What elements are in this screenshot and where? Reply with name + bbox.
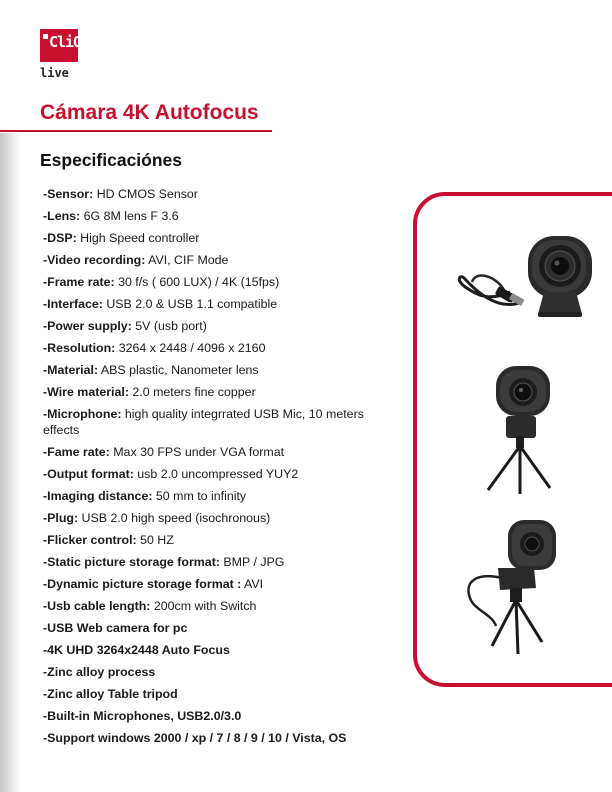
spec-item: [43, 252, 388, 268]
spec-item: [43, 510, 388, 526]
left-shadow-strip: [0, 133, 22, 792]
spec-key: -Fame rate:: [43, 445, 110, 459]
brand-logo: [40, 29, 80, 80]
spec-value: ABS plastic, Nanometer lens: [98, 363, 259, 377]
spec-key: -Video recording:: [43, 253, 146, 267]
spec-key: -Wire material:: [43, 385, 129, 399]
logo-sub-text: live: [40, 66, 69, 80]
spec-item: [43, 318, 388, 334]
spec-value: high quality integrrated USB Mic, 10 meters effects: [43, 407, 364, 437]
webcam-photo-cable: [452, 230, 600, 330]
spec-item: [43, 620, 388, 636]
spec-item: [43, 384, 388, 400]
logo-dot: [43, 34, 48, 39]
spec-key: -USB Web camera for pc: [43, 621, 188, 635]
spec-value: 50 HZ: [136, 533, 174, 547]
section-heading: Especificaciónes: [40, 150, 183, 170]
spec-value: Max 30 FPS under VGA format: [109, 445, 285, 459]
spec-key: -Frame rate:: [43, 275, 115, 289]
spec-item: [43, 730, 388, 746]
spec-key: -Interface:: [43, 297, 103, 311]
spec-item: [43, 576, 388, 592]
webcam-photo-tripod: [480, 362, 562, 496]
spec-item: [43, 598, 388, 614]
spec-item: [43, 296, 388, 312]
spec-list: [43, 186, 388, 752]
title-underline: [0, 130, 272, 132]
spec-item: [43, 186, 388, 202]
spec-key: -Flicker control:: [43, 533, 137, 547]
spec-value: HD CMOS Sensor: [93, 187, 198, 201]
page-title: Cámara 4K Autofocus: [40, 101, 259, 124]
spec-value: 6G 8M lens F 3.6: [80, 209, 179, 223]
spec-key: -Dynamic picture storage format :: [43, 577, 242, 591]
spec-item: [43, 554, 388, 570]
spec-key: -DSP:: [43, 231, 77, 245]
spec-item: [43, 642, 388, 658]
spec-item: [43, 444, 388, 460]
spec-key: -Lens:: [43, 209, 81, 223]
spec-key: -Zinc alloy Table tripod: [43, 687, 178, 701]
spec-item: [43, 274, 388, 290]
logo-mark: [40, 29, 82, 62]
spec-value: AVI, CIF Mode: [145, 253, 229, 267]
spec-value: 30 f/s ( 600 LUX) / 4K (15fps): [114, 275, 280, 289]
spec-item: [43, 362, 388, 378]
spec-value: BMP / JPG: [219, 555, 285, 569]
spec-value: usb 2.0 uncompressed YUY2: [133, 467, 299, 481]
spec-item: [43, 488, 388, 504]
webcam-photo-tripod-cable: [462, 518, 562, 658]
spec-value: USB 2.0 high speed (isochronous): [78, 511, 271, 525]
spec-key: -Zinc alloy process: [43, 665, 156, 679]
spec-item: [43, 208, 388, 224]
spec-key: -Material:: [43, 363, 99, 377]
spec-key: -Microphone:: [43, 407, 122, 421]
spec-item: [43, 664, 388, 680]
spec-key: -Plug:: [43, 511, 79, 525]
spec-key: -Built-in Microphones, USB2.0/3.0: [43, 709, 242, 723]
spec-key: -Static picture storage format:: [43, 555, 220, 569]
spec-key: -Sensor:: [43, 187, 94, 201]
spec-item: [43, 230, 388, 246]
spec-value: 3264 x 2448 / 4096 x 2160: [115, 341, 266, 355]
spec-value: 50 mm to infinity: [152, 489, 247, 503]
spec-item: [43, 532, 388, 548]
spec-value: 2.0 meters fine copper: [128, 385, 256, 399]
spec-item: [43, 340, 388, 356]
spec-item: [43, 708, 388, 724]
spec-key: -Usb cable length:: [43, 599, 151, 613]
spec-item: [43, 466, 388, 482]
spec-key: -Imaging distance:: [43, 489, 153, 503]
spec-value: 5V (usb port): [131, 319, 207, 333]
spec-key: -Output format:: [43, 467, 134, 481]
spec-key: -Power supply:: [43, 319, 132, 333]
logo-brand-text: CliO: [49, 33, 82, 51]
spec-item: [43, 406, 388, 438]
spec-key: -4K UHD 3264x2448 Auto Focus: [43, 643, 230, 657]
spec-value: High Speed controller: [76, 231, 200, 245]
spec-item: [43, 686, 388, 702]
spec-value: AVI: [241, 577, 264, 591]
spec-key: -Resolution:: [43, 341, 116, 355]
spec-value: USB 2.0 & USB 1.1 compatible: [102, 297, 278, 311]
spec-key: -Support windows 2000 / xp / 7 / 8 / 9 / 10 / Vista, OS: [43, 731, 347, 745]
spec-value: 200cm with Switch: [150, 599, 257, 613]
